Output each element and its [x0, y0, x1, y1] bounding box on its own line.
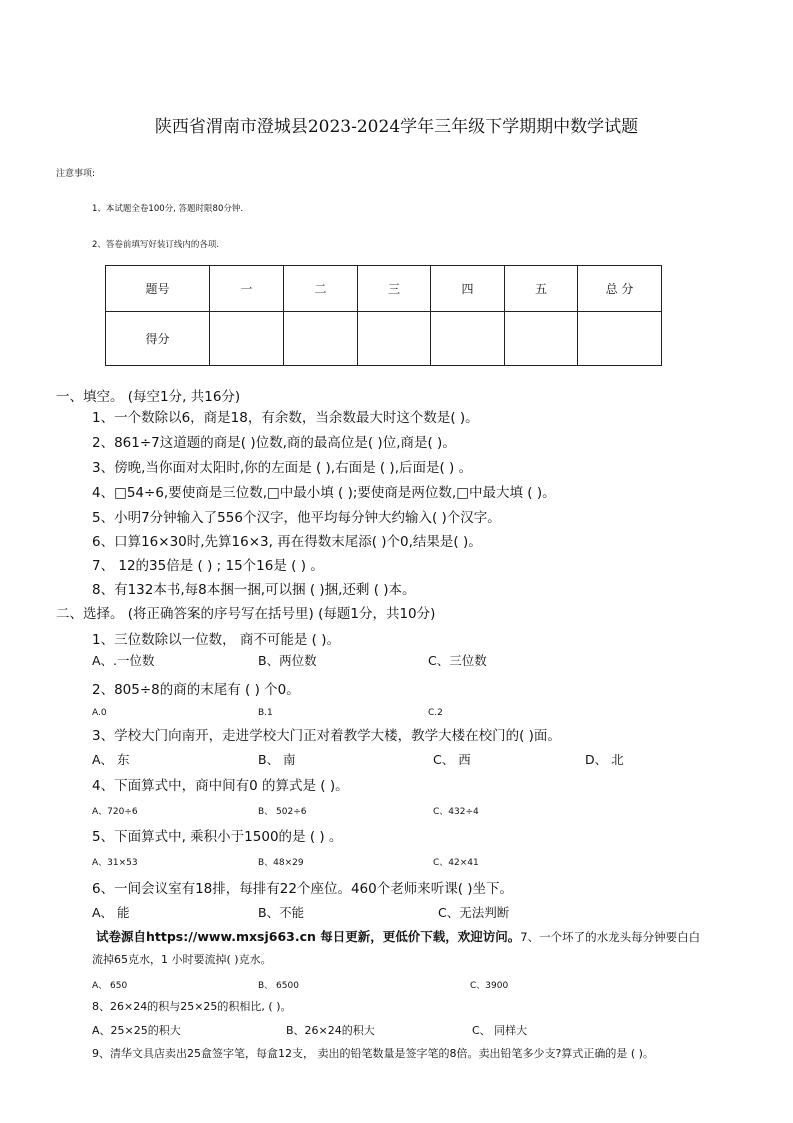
score-cell — [578, 312, 662, 366]
s1-question-2: 2、861÷7这道题的商是( )位数,商的最高位是( )位,商是( )。 — [92, 435, 456, 451]
s1-question-8: 8、有132本书,每8本捆一捆,可以捆 ( )捆,还剩 ( )本。 — [92, 582, 416, 598]
s2-q8-option-a: A、25×25的积大 — [92, 1024, 181, 1037]
section2-heading: 二、选择。 (将正确答案的序号写在括号里) (每题1分，共10分) — [56, 606, 436, 622]
s2-q4-option-c: C、432÷4 — [433, 807, 479, 817]
s2-q3-option-b: B、 南 — [258, 752, 296, 767]
s2-q3-option-c: C、 西 — [433, 752, 471, 767]
score-cell — [431, 312, 505, 366]
s2-q2-option-b: B.1 — [258, 708, 273, 718]
s2-q7-option-b: B、 6500 — [258, 981, 299, 991]
score-header-cell: 二 — [284, 266, 358, 312]
s2-question-8: 8、26×24的积与25×25的积相比, ( )。 — [92, 1000, 292, 1013]
notice-item-2: 2、答卷前填写好装订线内的各项. — [92, 240, 220, 250]
s2-q4-option-b: B、 502÷6 — [258, 807, 307, 817]
source-ad-text: 试卷源自https://www.mxsj663.cn 每日更新，更低价下载，欢迎访问。 — [96, 929, 521, 944]
s2-question-3: 3、学校大门向南开，走进学校大门正对着教学大楼，教学大楼在校门的( )面。 — [92, 728, 561, 744]
s2-q3-option-d: D、 北 — [585, 752, 624, 767]
s2-q2-option-c: C.2 — [428, 708, 443, 718]
s2-question-6: 6、一间会议室有18排，每排有22个座位。460个老师来听课( )坐下。 — [92, 881, 514, 897]
s2-question-1: 1、三位数除以一位数， 商不可能是 ( )。 — [92, 632, 340, 648]
score-table — [105, 265, 662, 366]
s2-question-7-cont: 流掉65克水，1 小时要流掉( )克水。 — [92, 953, 272, 966]
score-row-label: 得分 — [106, 312, 210, 366]
s2-q1-option-a: A、.一位数 — [92, 653, 155, 668]
s2-q6-option-c: C、无法判断 — [438, 905, 510, 920]
s1-question-6: 6、口算16×30时,先算16×3, 再在得数末尾添( )个0,结果是( )。 — [92, 534, 482, 550]
score-header-cell: 一 — [210, 266, 284, 312]
section1-heading: 一、填空。 (每空1分, 共16分) — [56, 389, 241, 405]
s2-q4-option-a: A、720÷6 — [92, 807, 138, 817]
s1-question-4: 4、□54÷6,要使商是三位数,□中最小填 ( );要使商是两位数,□中最大填 ( )。 — [92, 485, 556, 501]
s2-q8-option-b: B、26×24的积大 — [286, 1024, 375, 1037]
s2-q7-option-c: C、3900 — [470, 981, 509, 991]
s2-q7-option-a: A、 650 — [92, 981, 128, 991]
s2-q1-option-c: C、三位数 — [428, 653, 487, 668]
source-line — [96, 926, 700, 945]
score-cell — [210, 312, 284, 366]
page-title: 陕西省渭南市澄城县2023-2024学年三年级下学期期中数学试题 — [154, 117, 639, 137]
s2-question-2: 2、805÷8的商的末尾有 ( ) 个0。 — [92, 682, 300, 698]
s2-question-4: 4、下面算式中，商中间有0 的算式是 ( )。 — [92, 778, 349, 794]
notice-heading: 注意事项: — [56, 169, 96, 179]
s2-q5-option-a: A、31×53 — [92, 858, 138, 868]
score-header-cell: 三 — [358, 266, 431, 312]
s2-q5-option-c: C、42×41 — [433, 858, 479, 868]
score-header-cell: 四 — [431, 266, 505, 312]
s2-q8-option-c: C、 同样大 — [472, 1024, 528, 1037]
s2-q6-option-b: B、不能 — [258, 905, 305, 920]
s1-question-7: 7、 12的35倍是 ( ) ; 15个16是 ( ) 。 — [92, 558, 324, 574]
score-header-cell: 五 — [505, 266, 578, 312]
s2-q3-option-a: A、 东 — [92, 752, 130, 767]
s2-q5-option-b: B、48×29 — [258, 858, 304, 868]
s2-q2-option-a: A.0 — [92, 708, 107, 718]
s1-question-3: 3、傍晚,当你面对太阳时,你的左面是 ( ),右面是 ( ),后面是( ) 。 — [92, 460, 473, 476]
s2-question-5: 5、下面算式中, 乘积小于1500的是 ( ) 。 — [92, 829, 343, 845]
score-cell — [505, 312, 578, 366]
s2-q1-option-b: B、两位数 — [258, 653, 317, 668]
score-cell — [284, 312, 358, 366]
s2-question-9: 9、清华文具店卖出25盒签字笔，每盒12支， 卖出的铅笔数量是签字笔的8倍。卖出铅笔多少支?算式正确的是 ( )。 — [92, 1047, 654, 1060]
notice-item-1: 1、本试题全卷100分, 答题时限80分钟. — [92, 204, 244, 214]
score-header-cell: 总 分 — [578, 266, 662, 312]
score-header-cell: 题号 — [106, 266, 210, 312]
s2-q6-option-a: A、 能 — [92, 905, 130, 920]
score-cell — [358, 312, 431, 366]
s2-question-7-start: 7、一个坏了的水龙头每分钟要白白 — [520, 930, 701, 944]
s1-question-1: 1、一个数除以6，商是18，有余数，当余数最大时这个数是( )。 — [92, 410, 479, 426]
s1-question-5: 5、小明7分钟输入了556个汉字，他平均每分钟大约输入( )个汉字。 — [92, 510, 501, 526]
